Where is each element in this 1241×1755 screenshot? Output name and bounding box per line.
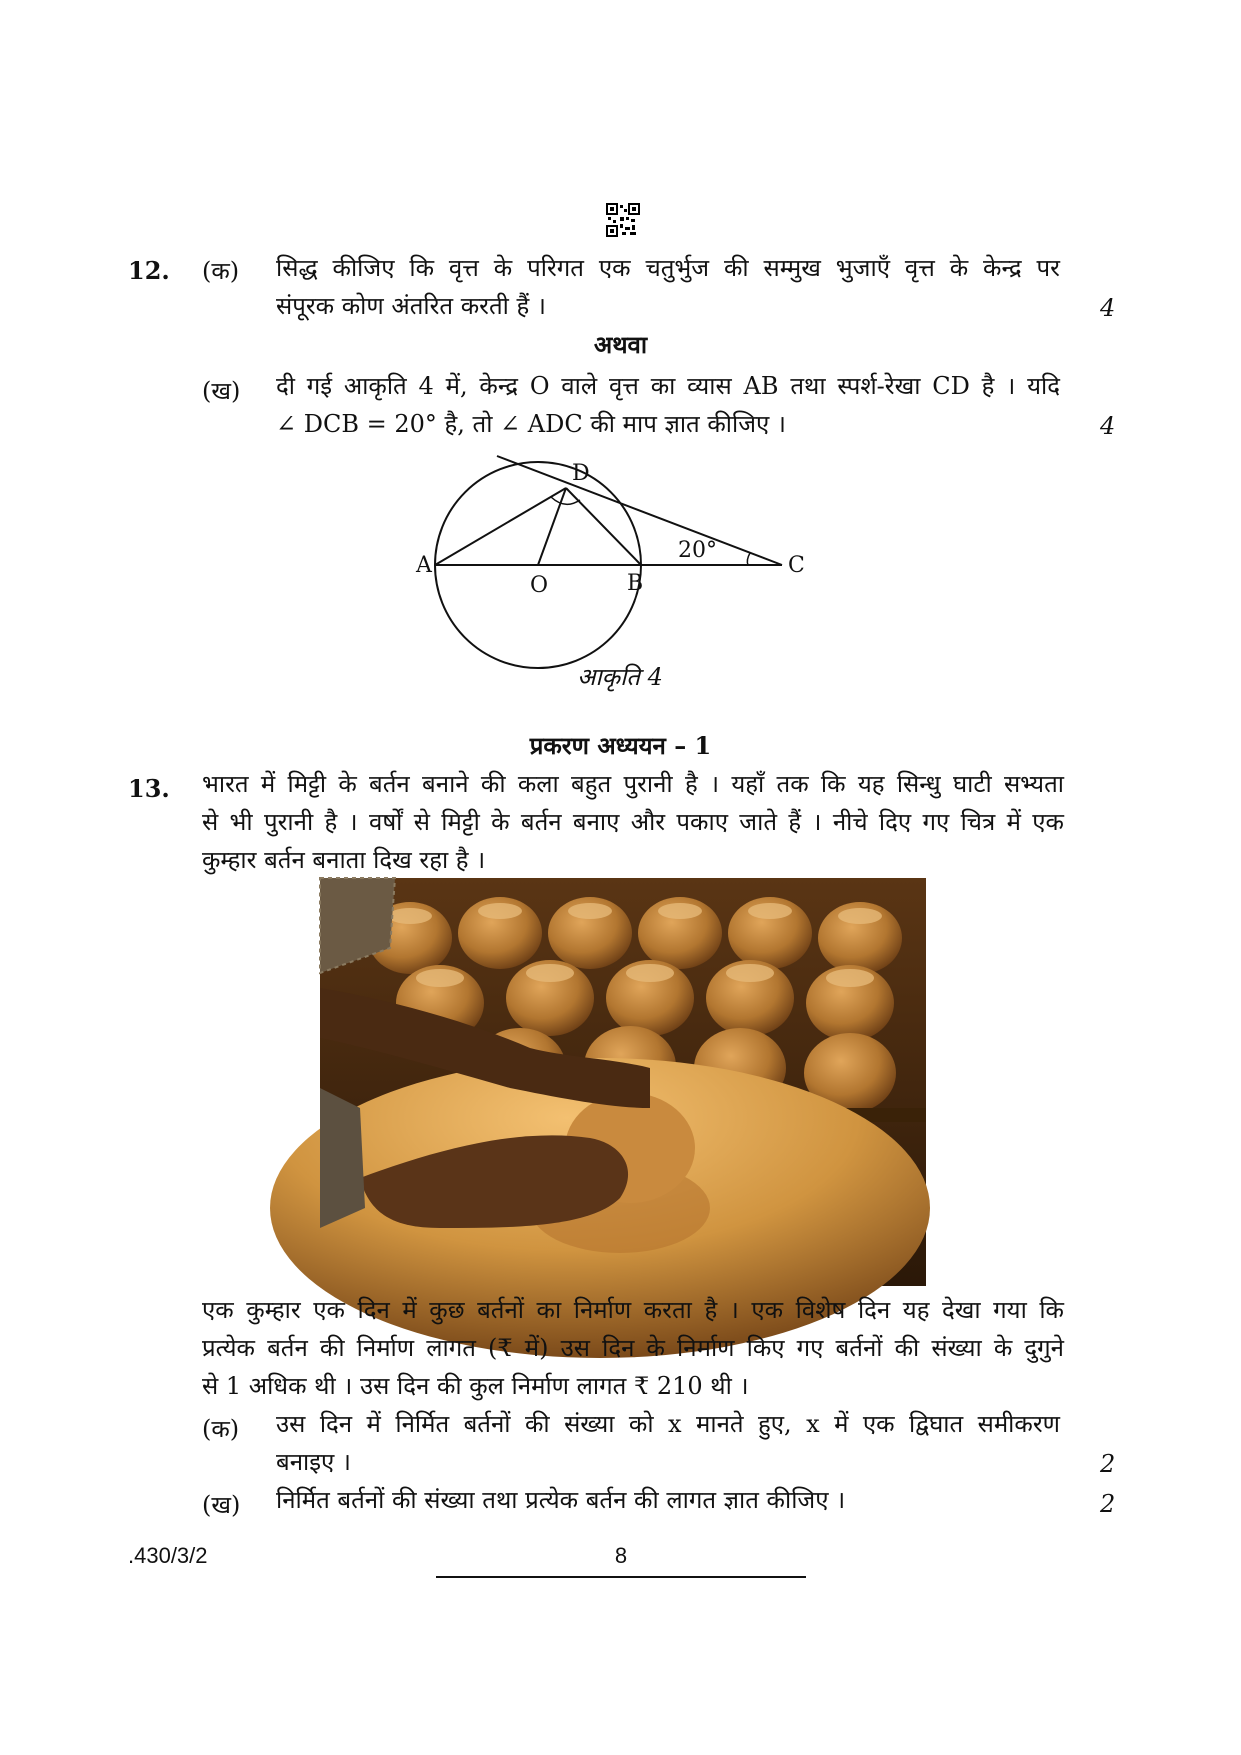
subpart-label: (क) [202,257,240,285]
subpart-label: (ख) [202,1491,241,1519]
page-number: 8 [614,1543,628,1568]
paragraph-line: एक कुम्हार एक दिन में कुछ बर्तनों का निर्माण करता है । एक विशेष दिन यह देखा गया कि [202,1296,1064,1324]
label-angle: 20° [678,538,717,563]
subpart-label: (क) [202,1415,240,1443]
chord-bd [566,488,641,565]
figure-caption: आकृति 4 [577,663,663,691]
question-text: सिद्ध कीजिए कि वृत्त के परिगत एक चतुर्भुज की सम्मुख भुजाएँ वृत्त के केन्द्र पर [276,254,1060,282]
question-text: निर्मित बर्तनों की संख्या तथा प्रत्येक बर्तन की लागत ज्ञात कीजिए । [276,1486,846,1514]
subpart-label: (ख) [202,377,241,405]
question-text: ∠ DCB = 20° है, तो ∠ ADC की माप ज्ञात कीजिए । [276,410,787,438]
label-c: C [788,553,805,578]
question-text: उस दिन में निर्मित बर्तनों की संख्या को x मानते हुए, x में एक द्विघात समीकरण [276,1410,1060,1438]
marks: 2 [1100,1450,1116,1478]
footer-rule [436,1576,806,1578]
label-d: D [572,461,590,486]
marks: 4 [1100,412,1116,440]
paper-code: .430/3/2 [128,1543,208,1568]
label-o: O [530,573,549,598]
question-number: 13. [128,774,170,803]
chord-ad [435,488,566,565]
or-divider: अथवा [593,330,648,359]
question-text: दी गई आकृति 4 में, केन्द्र O वाले वृत्त का व्यास AB तथा स्पर्श-रेखा CD है । यदि [276,372,1060,400]
angle-arc-c [747,553,750,565]
marks: 2 [1100,1490,1116,1518]
paragraph-line: भारत में मिट्टी के बर्तन बनाने की कला बहुत पुरानी है । यहाँ तक कि यह सिन्धु घाटी सभ्यता [202,770,1064,798]
label-b: B [627,571,644,596]
paragraph-line: से 1 अधिक थी । उस दिन की कुल निर्माण लागत ₹ 210 थी । [202,1372,749,1400]
marks: 4 [1100,294,1116,322]
paragraph-line: प्रत्येक बर्तन की निर्माण लागत (₹ में) उस दिन के निर्माण किए गए बर्तनों की संख्या के दुगुने [202,1334,1064,1362]
radius-od [538,488,566,565]
paragraph-line: से भी पुरानी है । वर्षों से मिट्टी के बर्तन बनाए और पकाए जाते हैं । नीचे दिए गए चित्र में एक [202,808,1064,836]
section-heading: प्रकरण अध्ययन – 1 [529,731,712,760]
label-a: A [416,553,432,578]
qr-code-icon [606,203,640,237]
potter-photo [320,878,926,1286]
paragraph-line: कुम्हार बर्तन बनाता दिख रहा है । [202,846,486,874]
question-number: 12. [128,256,170,285]
question-text: संपूरक कोण अंतरित करती हैं । [276,292,546,320]
geometry-figure [416,450,820,680]
question-text: बनाइए । [276,1448,352,1476]
